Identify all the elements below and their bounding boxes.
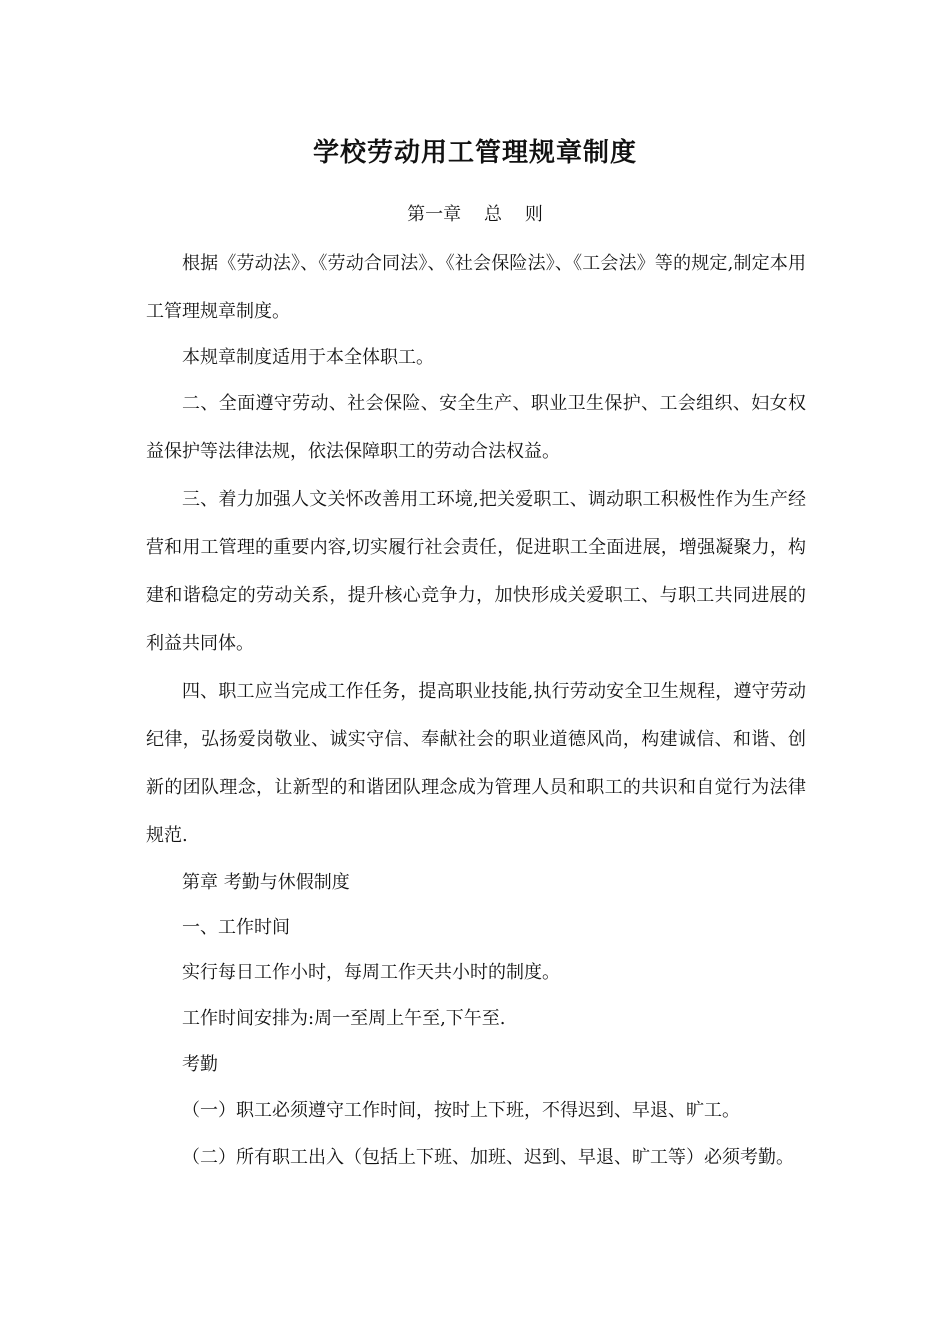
attendance-rule-2: （二）所有职工出入（包括上下班、加班、迟到、早退、旷工等）必须考勤。: [182, 1147, 794, 1168]
document-body: [146, 240, 806, 1182]
paragraph-work-time-arrangement: 工作时间安排为:周一至周上午至,下午至.: [182, 1008, 506, 1029]
subheading-work-hours: 一、工作时间: [182, 917, 290, 938]
attendance-rule-1: （一）职工必须遵守工作时间，按时上下班，不得迟到、早退、旷工。: [182, 1100, 740, 1121]
paragraph-section-4: 四、职工应当完成工作任务，提高职业技能,执行劳动安全卫生规程，遵守劳动纪律，弘扬爱岗敬业、诚实守信、奉献社会的职业道德风尚，构建诚信、和谐、创新的团队理念，让新型的和谐团队理念成为管理人员和职工的共识和自觉行为法律规范.: [146, 681, 806, 846]
chapter-heading: 第一章 总 则: [407, 204, 543, 225]
paragraph-scope: 本规章制度适用于本全体职工。: [182, 347, 434, 368]
chapter-attendance-heading: 第章 考勤与休假制度: [182, 872, 350, 893]
paragraph-section-2: 二、全面遵守劳动、社会保险、安全生产、职业卫生保护、工会组织、妇女权益保护等法律法规，依法保障职工的劳动合法权益。: [146, 393, 806, 462]
paragraph-work-schedule: 实行每日工作小时，每周工作天共小时的制度。: [182, 962, 560, 983]
paragraph-section-3: 三、着力加强人文关怀改善用工环境,把关爱职工、调动职工积极性作为生产经营和用工管理的重要内容,切实履行社会责任，促进职工全面进展，增强凝聚力，构建和谐稳定的劳动关系，提升核心竞争力，加快形成关爱职工、与职工共同进展的利益共同体。: [146, 489, 806, 654]
document-title: 学校劳动用工管理规章制度: [312, 138, 637, 168]
paragraph-basis: 根据《劳动法》、《劳动合同法》、《社会保险法》、《工会法》等的规定,制定本用工管理规章制度。: [146, 253, 806, 322]
subheading-attendance: 考勤: [182, 1054, 218, 1075]
